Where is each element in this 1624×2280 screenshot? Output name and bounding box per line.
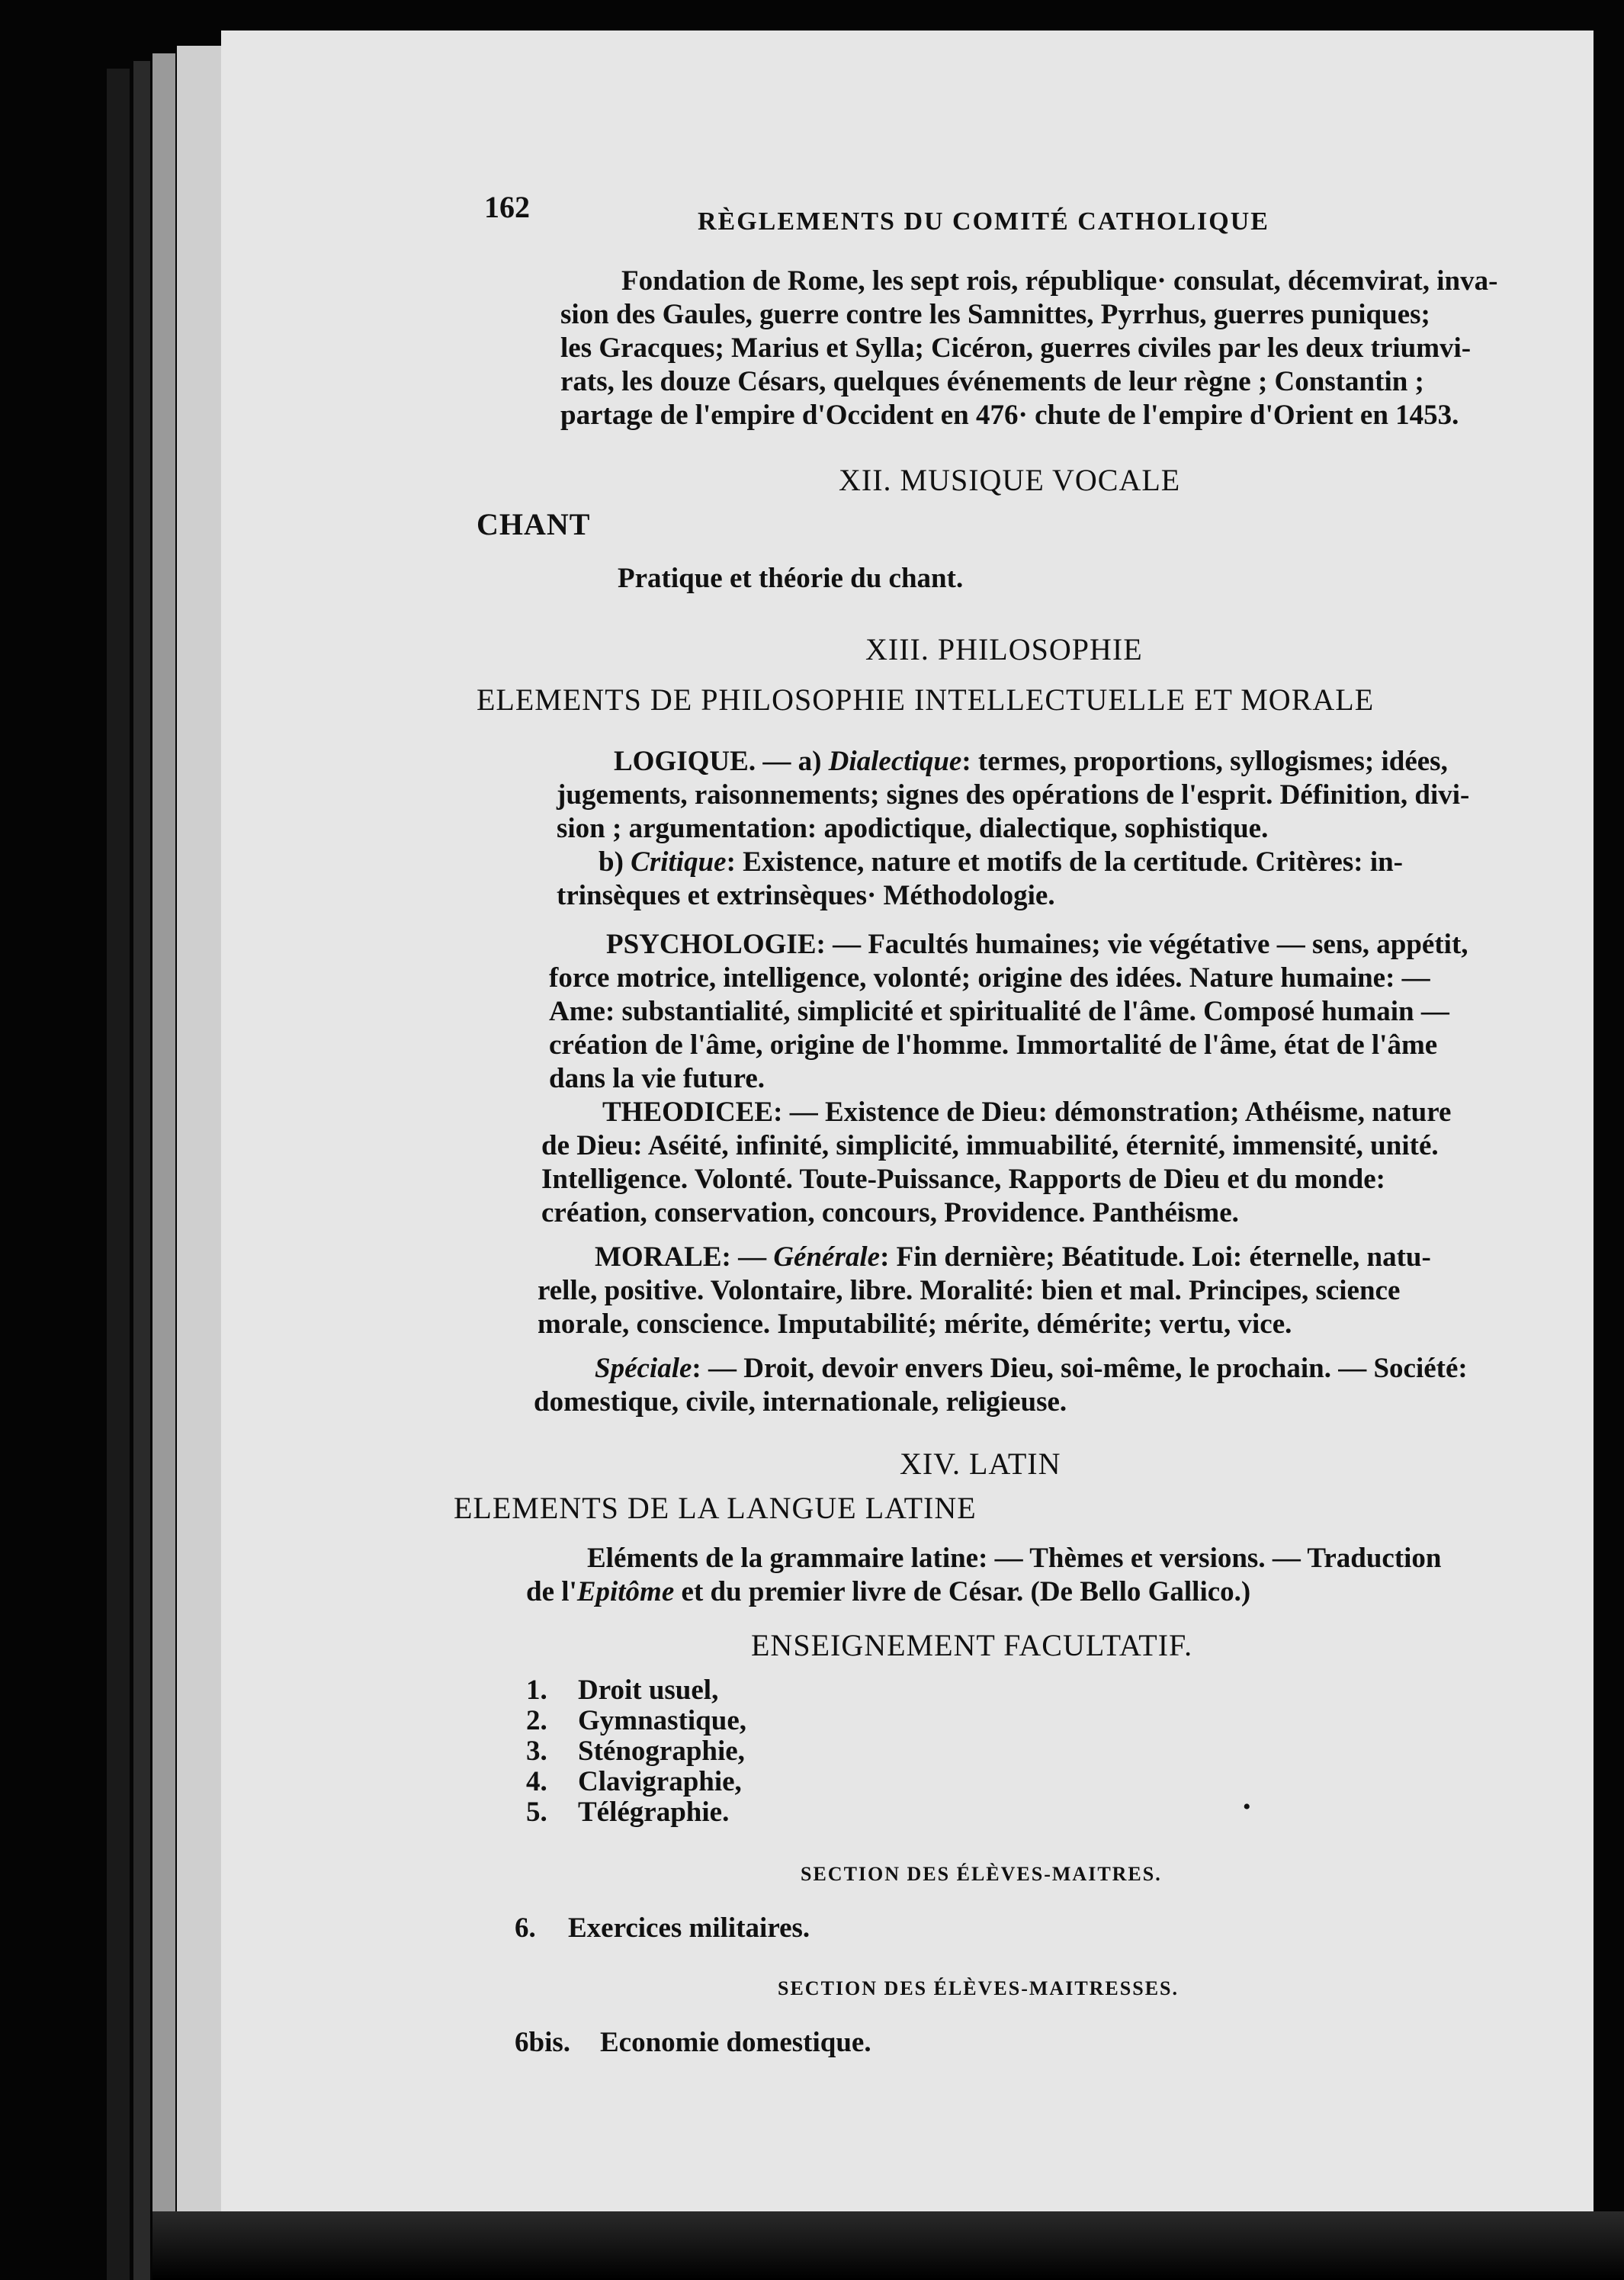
paragraph-line: création de l'âme, origine de l'homme. Immortalité de l'âme, état de l'âme bbox=[549, 1029, 1438, 1061]
paragraph-line: Spéciale: — Droit, devoir envers Dieu, soi-même, le prochain. — Société: bbox=[595, 1353, 1468, 1384]
subheading-philosophie: ELEMENTS DE PHILOSOPHIE INTELLECTUELLE ET MORALE bbox=[477, 682, 1375, 717]
paragraph-line: trinsèques et extrinsèques· Méthodologie. bbox=[557, 880, 1055, 911]
section-maitres-heading: SECTION DES ÉLÈVES-MAITRES. bbox=[801, 1863, 1162, 1885]
paragraph-line: partage de l'empire d'Occident en 476· chute de l'empire d'Orient en 1453. bbox=[560, 400, 1459, 431]
section-maitresses-heading: SECTION DES ÉLÈVES-MAITRESSES. bbox=[778, 1977, 1179, 1999]
paragraph-line: sion ; argumentation: apodictique, dialectique, sophistique. bbox=[557, 813, 1269, 844]
subheading-chant: CHANT bbox=[477, 507, 591, 541]
list-item: 3. Sténographie, bbox=[526, 1736, 745, 1767]
list-item: 1. Droit usuel, bbox=[526, 1675, 719, 1706]
subheading-latin: ELEMENTS DE LA LANGUE LATINE bbox=[454, 1491, 977, 1525]
section-heading-xiii: XIII. PHILOSOPHIE bbox=[865, 632, 1143, 666]
page-number: 162 bbox=[484, 190, 530, 224]
paragraph-line: relle, positive. Volontaire, libre. Moralité: bien et mal. Principes, science bbox=[538, 1275, 1401, 1306]
latin-line: Eléments de la grammaire latine: — Thèmes et versions. — Traduction bbox=[587, 1543, 1442, 1574]
logique-label: LOGIQUE. bbox=[614, 746, 756, 777]
paragraph-line: morale, conscience. Imputabilité; mérite, démérite; vertu, vice. bbox=[538, 1309, 1292, 1340]
paragraph-line: les Gracques; Marius et Sylla; Cicéron, guerres civiles par les deux triumvi- bbox=[560, 332, 1472, 364]
paragraph-line: Ame: substantialité, simplicité et spiritualité de l'âme. Composé humain — bbox=[549, 996, 1449, 1027]
morale-label: MORALE: bbox=[595, 1241, 731, 1273]
paragraph-line: de Dieu: Aséité, infinité, simplicité, immuabilité, éternité, immensité, unité. bbox=[541, 1130, 1439, 1161]
paragraph-line: force motrice, intelligence, volonté; origine des idées. Nature humaine: — bbox=[549, 962, 1430, 994]
book-spine bbox=[107, 69, 130, 2280]
paragraph-line: MORALE: — Générale: Fin dernière; Béatitude. Loi: éternelle, natu- bbox=[595, 1241, 1431, 1273]
paragraph-line: jugements, raisonnements; signes des opérations de l'esprit. Définition, divi- bbox=[557, 779, 1470, 811]
paragraph-line: Intelligence. Volonté. Toute-Puissance, Rapports de Dieu et du monde: bbox=[541, 1164, 1385, 1195]
paragraph-line: b) Critique: Existence, nature et motifs de la certitude. Critères: in- bbox=[599, 846, 1403, 878]
section-heading-xii: XII. MUSIQUE VOCALE bbox=[839, 463, 1181, 497]
section-heading-xiv: XIV. LATIN bbox=[900, 1447, 1061, 1481]
paragraph-line: THEODICEE: — Existence de Dieu: démonstration; Athéisme, nature bbox=[602, 1097, 1452, 1128]
paragraph-line: création, conservation, concours, Providence. Panthéisme. bbox=[541, 1197, 1239, 1228]
list-item: 6. Exercices militaires. bbox=[515, 1912, 810, 1944]
paragraph-line: PSYCHOLOGIE: — Facultés humaines; vie végétative — sens, appétit, bbox=[606, 929, 1468, 960]
page-edges-light bbox=[177, 46, 223, 2280]
list-item: 4. Clavigraphie, bbox=[526, 1766, 742, 1797]
list-item: 6bis. Economie domestique. bbox=[515, 2027, 871, 2058]
paragraph-line: domestique, civile, internationale, religieuse. bbox=[534, 1386, 1067, 1418]
paragraph-line: Fondation de Rome, les sept rois, république· consulat, décemvirat, inva- bbox=[621, 265, 1498, 297]
book-spine-shadow bbox=[133, 61, 150, 2280]
page-bottom-shadow bbox=[152, 2211, 1624, 2280]
paragraph-line: LOGIQUE. — a) Dialectique: termes, proportions, syllogismes; idées, bbox=[614, 746, 1448, 777]
latin-line: de l'Epitôme et du premier livre de César. (De Bello Gallico.) bbox=[526, 1576, 1251, 1607]
paragraph-line: dans la vie future. bbox=[549, 1063, 765, 1094]
ink-dot: • bbox=[1243, 1794, 1251, 1819]
chant-text: Pratique et théorie du chant. bbox=[618, 563, 964, 594]
paragraph-line: sion des Gaules, guerre contre les Samnittes, Pyrrhus, guerres puniques; bbox=[560, 299, 1430, 330]
running-title: RÈGLEMENTS DU COMITÉ CATHOLIQUE bbox=[698, 207, 1269, 236]
list-item: 2. Gymnastique, bbox=[526, 1705, 747, 1736]
page-edges bbox=[152, 53, 175, 2280]
psychologie-label: PSYCHOLOGIE: bbox=[606, 929, 826, 960]
paragraph-line: rats, les douze Césars, quelques événements de leur règne ; Constantin ; bbox=[560, 366, 1424, 397]
theodicee-label: THEODICEE: bbox=[602, 1097, 783, 1128]
list-item: 5. Télégraphie. bbox=[526, 1797, 730, 1828]
book-page bbox=[221, 31, 1594, 2211]
facultatif-heading: ENSEIGNEMENT FACULTATIF. bbox=[751, 1628, 1193, 1662]
